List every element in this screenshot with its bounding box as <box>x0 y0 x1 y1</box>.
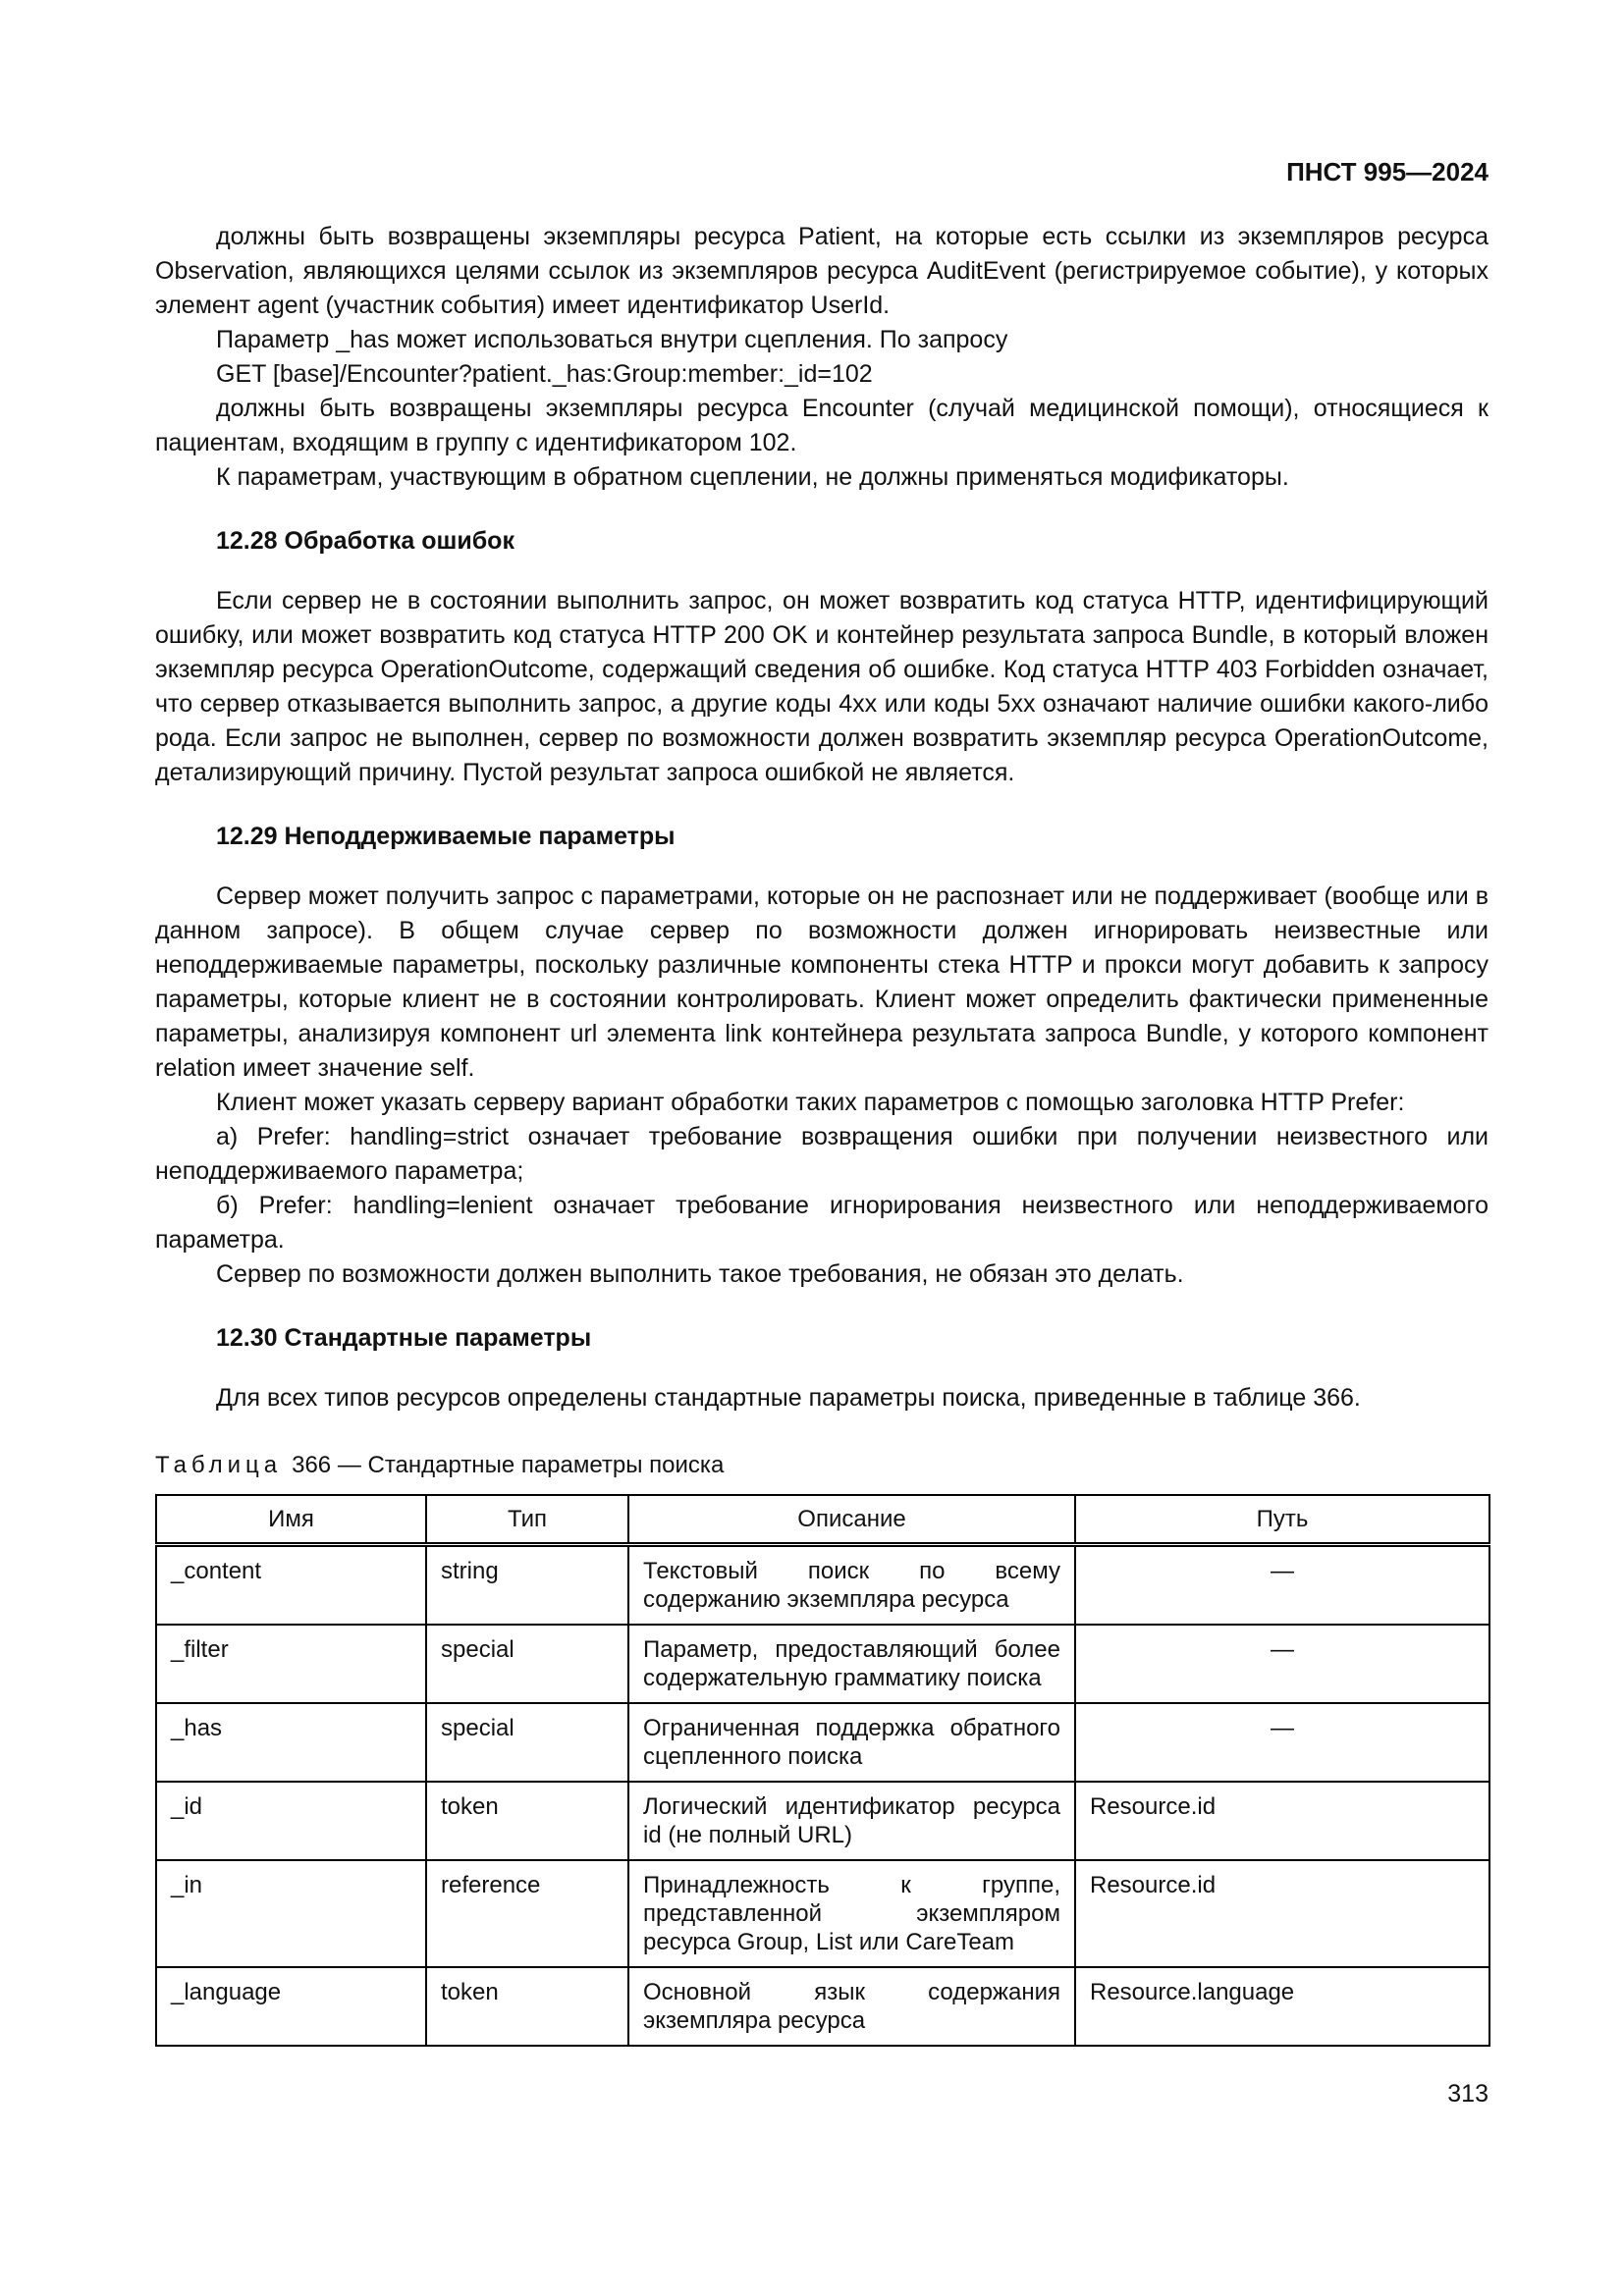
table-cell-type: token <box>426 1782 628 1860</box>
doc-code-header: ПНСТ 995—2024 <box>1286 157 1489 187</box>
paragraph-intro-4: К параметрам, участвующим в обратном сцеплении, не должны применяться модификаторы. <box>216 463 1289 491</box>
table-cell-path: Resource.id <box>1075 1782 1489 1860</box>
table-cell-type: special <box>426 1703 628 1782</box>
section-heading-12-29: 12.29 Неподдерживаемые параметры <box>216 823 676 850</box>
table-header-row <box>156 1495 1489 1545</box>
code-get-request: GET [base]/Encounter?patient._has:Group:member:_id=102 <box>216 360 873 388</box>
table-cell-type: token <box>426 1967 628 2046</box>
table-cell-path: Resource.id <box>1075 1860 1489 1967</box>
table-cell-name: _has <box>156 1703 426 1782</box>
table-cell-type: string <box>426 1545 628 1626</box>
table-cell-description: Принадлежность к группе, представленной экземпляром ресурса Group, List или CareTeam <box>628 1860 1075 1967</box>
table-cell-type: special <box>426 1625 628 1703</box>
table-caption-rest: 366 — Стандартные параметры поиска <box>292 1452 725 1478</box>
table-cell-name: _in <box>156 1860 426 1967</box>
paragraph-intro-3: должны быть возвращены экземпляры ресурса Encounter (случай медицинской помощи), относящиеся к пациентам, входящим в группу с идентификатором 102. <box>155 395 1489 456</box>
table-row <box>156 1545 1489 1626</box>
table-cell-path: — <box>1075 1625 1489 1703</box>
table-cell-path: Resource.language <box>1075 1967 1489 2046</box>
table-cell-name: _id <box>156 1782 426 1860</box>
table-row <box>156 1782 1489 1860</box>
table-cell-name: _content <box>156 1545 426 1626</box>
table-row <box>156 1703 1489 1782</box>
column-header-path: Путь <box>1075 1495 1489 1545</box>
table-row <box>156 1967 1489 2046</box>
table-cell-description: Параметр, предоставляющий более содержательную грамматику поиска <box>628 1625 1075 1703</box>
table-row <box>156 1860 1489 1967</box>
standard-search-params-table <box>155 1494 1490 2047</box>
column-header-description: Описание <box>628 1495 1075 1545</box>
paragraph-intro-2: Параметр _has может использоваться внутри сцепления. По запросу <box>216 326 1008 353</box>
table-row <box>156 1625 1489 1703</box>
table-cell-description: Текстовый поиск по всему содержанию экземпляра ресурса <box>628 1545 1075 1626</box>
table-cell-name: _language <box>156 1967 426 2046</box>
table-cell-name: _filter <box>156 1625 426 1703</box>
table-cell-path: — <box>1075 1703 1489 1782</box>
table-cell-description: Ограниченная поддержка обратного сцепленного поиска <box>628 1703 1075 1782</box>
paragraph-12-29-2: Клиент может указать серверу вариант обработки таких параметров с помощью заголовка HTTP Prefer: <box>216 1089 1405 1116</box>
table-caption <box>155 1451 1489 1480</box>
list-item-a: а) Prefer: handling=strict означает требование возвращения ошибки при получении неизвестного или неподдерживаемого параметра; <box>155 1123 1489 1185</box>
paragraph-12-29-5: Сервер по возможности должен выполнить такое требования, не обязан это делать. <box>216 1260 1184 1288</box>
table-cell-description: Логический идентификатор ресурса id (не полный URL) <box>628 1782 1075 1860</box>
list-item-b: б) Prefer: handling=lenient означает требование игнорирования неизвестного или неподдерживаемого параметра. <box>155 1192 1489 1254</box>
column-header-type: Тип <box>426 1495 628 1545</box>
table-cell-description: Основной язык содержания экземпляра ресурса <box>628 1967 1075 2046</box>
paragraph-intro-1: должны быть возвращены экземпляры ресурса Patient, на которые есть ссылки из экземпляров ресурса Observation, являющихся целями ссылок из экземпляров ресурса AuditEvent (регистрируемое событие), у которых элемент agent (участник события) имеет идентификатор UserId. <box>155 223 1489 319</box>
table-cell-type: reference <box>426 1860 628 1967</box>
page-number: 313 <box>1447 2080 1489 2108</box>
paragraph-12-30-1: Для всех типов ресурсов определены стандартные параметры поиска, приведенные в таблице 366. <box>216 1384 1361 1412</box>
paragraph-12-28-1: Если сервер не в состоянии выполнить запрос, он может возвратить код статуса HTTP, идентифицирующий ошибку, или может возвратить код статуса HTTP 200 OK и контейнер результата запроса Bundle, в который вложен экземпляр ресурса OperationOutcome, содержащий сведения об ошибке. Код статуса HTTP 403 Forbidden означает, что сервер отказывается выполнить запрос, а другие коды 4xx или коды 5xx означают наличие ошибки какого-либо рода. Если запрос не выполнен, сервер по возможности должен возвратить экземпляр ресурса OperationOutcome, детализирующий причину. Пустой результат запроса ошибкой не является. <box>155 587 1489 786</box>
section-heading-12-30: 12.30 Стандартные параметры <box>216 1324 592 1352</box>
paragraph-12-29-1: Сервер может получить запрос с параметрами, которые он не распознает или не поддерживает (вообще или в данном запросе). В общем случае сервер по возможности должен игнорировать неизвестные или неподдерживаемые параметры, поскольку различные компоненты стека HTTP и прокси могут добавить к запросу параметры, которые клиент не в состоянии контролировать. Клиент может определить фактически примененные параметры, анализируя компонент url элемента link контейнера результата запроса Bundle, у которого компонент relation имеет значение self. <box>155 882 1489 1082</box>
section-heading-12-28: 12.28 Обработка ошибок <box>216 527 514 555</box>
column-header-name: Имя <box>156 1495 426 1545</box>
table-caption-word: Таблица <box>155 1452 283 1478</box>
table-cell-path: — <box>1075 1545 1489 1626</box>
